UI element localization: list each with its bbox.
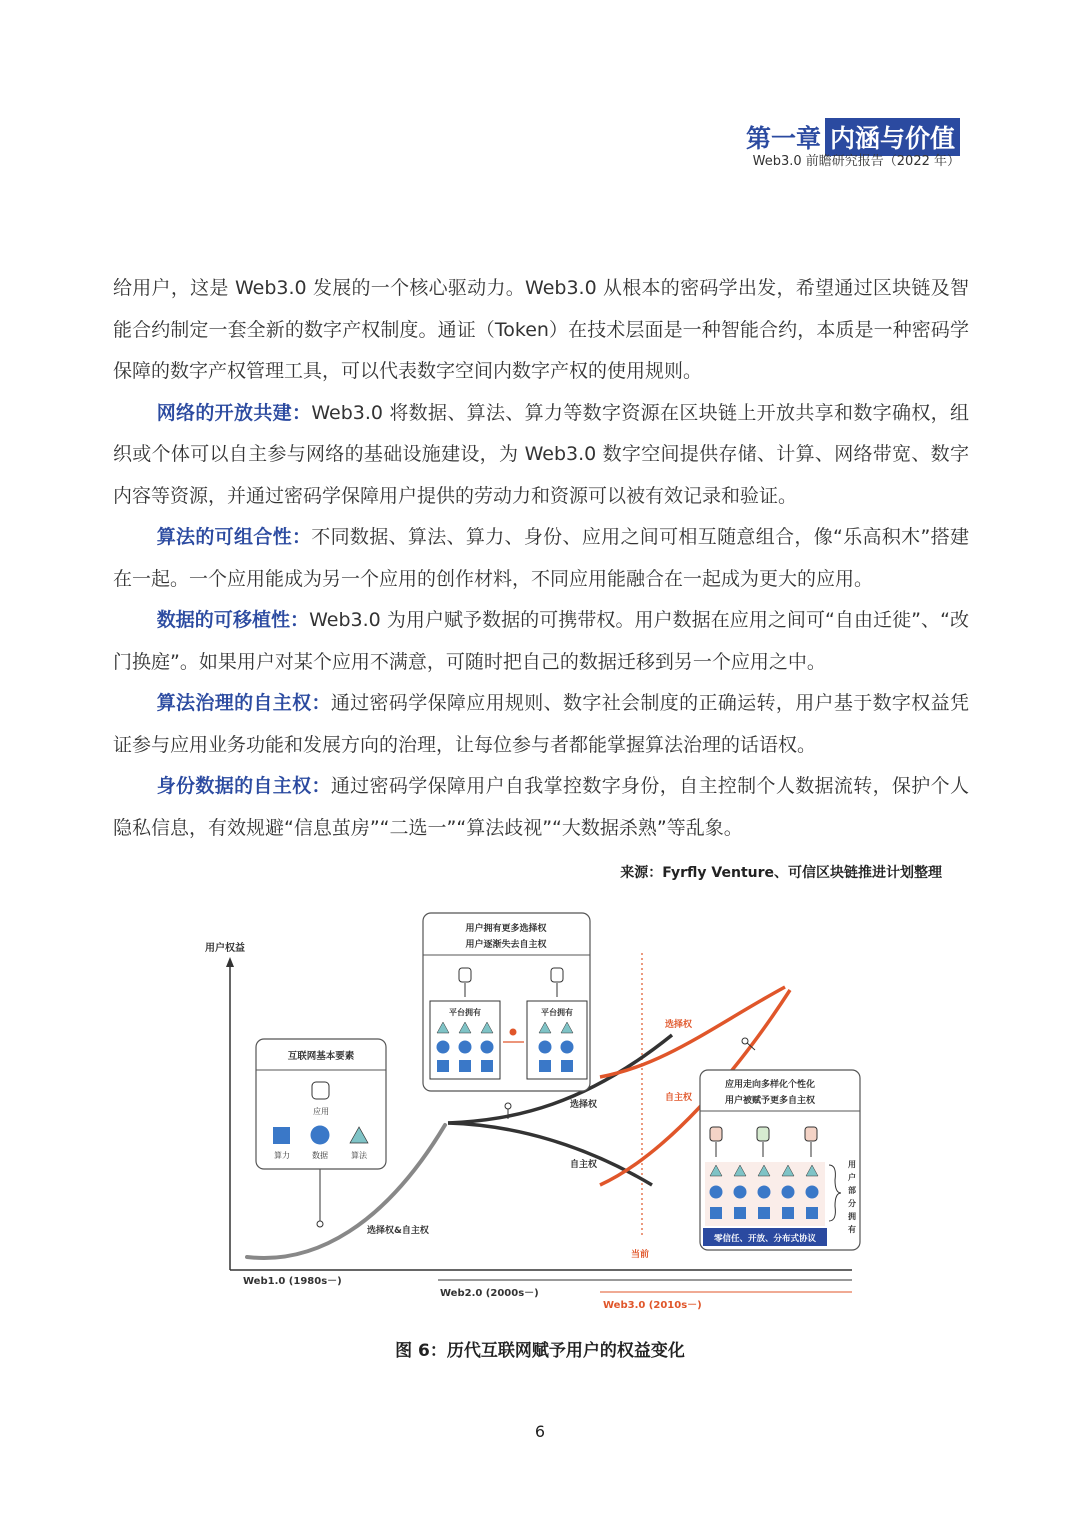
- choice-label-web3: 选择权: [665, 1020, 693, 1030]
- algorithm-label: 算法: [351, 1151, 367, 1160]
- y-axis-label: 用户权益: [205, 943, 245, 954]
- paragraph-keyword: 身份数据的自主权：: [156, 775, 331, 797]
- compute-label: 算力: [274, 1151, 290, 1160]
- page-number: 6: [534, 1422, 546, 1441]
- svg-text:部: 部: [848, 1186, 856, 1195]
- web2-app-icon-left: [459, 968, 471, 982]
- app-label: 应用: [313, 1107, 329, 1116]
- web3-line1: 应用走向多样化个性化: [724, 1080, 816, 1090]
- both-label: 选择权&自主权: [367, 1226, 429, 1236]
- platform-label-right: 平台拥有: [541, 1008, 573, 1017]
- body-text: [113, 268, 969, 849]
- now-label: 当前: [631, 1250, 650, 1260]
- era-web2: Web2.0 (2000s－): [440, 1288, 539, 1299]
- web2-app-icon-right: [551, 968, 563, 982]
- paragraph-keyword: 网络的开放共建：: [156, 401, 312, 424]
- y-axis-arrow: [226, 957, 234, 967]
- web2-autonomy-curve: [448, 1123, 652, 1185]
- svg-text:有: 有: [848, 1225, 856, 1234]
- era-web3: Web3.0 (2010s－): [603, 1300, 702, 1311]
- web2-block-icon: [510, 1029, 517, 1036]
- paragraph-keyword: 数据的可移植性：: [156, 609, 310, 631]
- svg-text:户: 户: [848, 1173, 856, 1182]
- paragraph: 身份数据的自主权：通过密码学保障用户自我掌控数字身份，自主控制个人数据流转，保护个人隐私信息，有效规避“信息茧房”“二选一”“算法歧视”“大数据杀熟”等乱象。: [113, 775, 969, 839]
- platform-label-left: 平台拥有: [449, 1008, 481, 1017]
- app-icon: [312, 1082, 329, 1099]
- source-note: 来源：Fyrfly Venture、可信区块链推进计划整理: [620, 865, 942, 881]
- choice-label-web2: 选择权: [570, 1100, 598, 1110]
- compute-icon: [273, 1127, 290, 1144]
- era-web1: Web1.0 (1980s－): [243, 1276, 342, 1287]
- chapter-title: 内涵与价值: [825, 118, 960, 156]
- chapter-prefix: 第一章: [745, 124, 821, 153]
- paragraph: 数据的可移植性：Web3.0 为用户赋予数据的可携带权。用户数据在应用之间可“自由迁徙”、“改门换庭”。如果用户对某个应用不满意，可随时把自己的数据迁移到另一个应用之中。: [113, 609, 969, 673]
- paragraph: 算法治理的自主权：通过密码学保障应用规则、数字社会制度的正确运转，用户基于数字权益凭证参与应用业务功能和发展方向的治理，让每位参与者都能掌握算法治理的话语权。: [113, 692, 969, 756]
- web3-choice-curve: [600, 987, 785, 1077]
- web3-footer: 零信任、开放、分布式协议: [713, 1234, 817, 1244]
- paragraph: 网络的开放共建：Web3.0 将数据、算法、算力等数字资源在区块链上开放共享和数字确权，组织或个体可以自主参与网络的基础设施建设，为 Web3.0 数字空间提供存储、计算、网络带宽、数字内容等资源，并通过密码学保障用户提供的劳动力和资源可以被有效记录和验证。: [113, 401, 969, 507]
- svg-text:拥: 拥: [848, 1212, 856, 1221]
- paragraph: 算法的可组合性：不同数据、算法、算力、身份、应用之间可相互随意组合，像“乐高积木”搭建在一起。一个应用能成为另一个应用的创作材料，不同应用能融合在一起成为更大的应用。: [113, 526, 969, 590]
- figure-caption: 图 6：历代互联网赋予用户的权益变化: [395, 1341, 685, 1361]
- web2-line2: 用户逐渐失去自主权: [465, 940, 547, 950]
- svg-text:分: 分: [848, 1199, 856, 1208]
- paragraph-keyword: 算法的可组合性：: [156, 526, 312, 548]
- web2-line1: 用户拥有更多选择权: [465, 924, 547, 934]
- autonomy-label-web2: 自主权: [570, 1160, 598, 1170]
- data-icon: [311, 1126, 330, 1145]
- web-evolution-diagram: [195, 905, 875, 1325]
- web3-line2: 用户被赋予更多自主权: [724, 1096, 816, 1106]
- web2-pointer-dot: [505, 1103, 511, 1109]
- diagram-svg: [195, 905, 875, 1325]
- web3-pointer-dot: [742, 1038, 748, 1044]
- paragraph: 给用户，这是 Web3.0 发展的一个核心驱动力。Web3.0 从根本的密码学出发，希望通过区块链及智能合约制定一套全新的数字产权制度。通证（Token）在技术层面是一种智能合约，本质是一种密码学保障的数字产权管理工具，可以代表数字空间内数字产权的使用规则。: [113, 277, 969, 382]
- basics-pointer-dot: [317, 1221, 323, 1227]
- svg-text:用: 用: [848, 1160, 856, 1169]
- autonomy-label-web3: 自主权: [665, 1093, 693, 1103]
- report-title: Web3.0 前瞻研究报告（2022 年）: [752, 154, 960, 169]
- basics-title: 互联网基本要素: [287, 1051, 355, 1062]
- paragraph-keyword: 算法治理的自主权：: [156, 692, 331, 714]
- data-label: 数据: [312, 1151, 328, 1160]
- web2-left-elements: [437, 1022, 494, 1072]
